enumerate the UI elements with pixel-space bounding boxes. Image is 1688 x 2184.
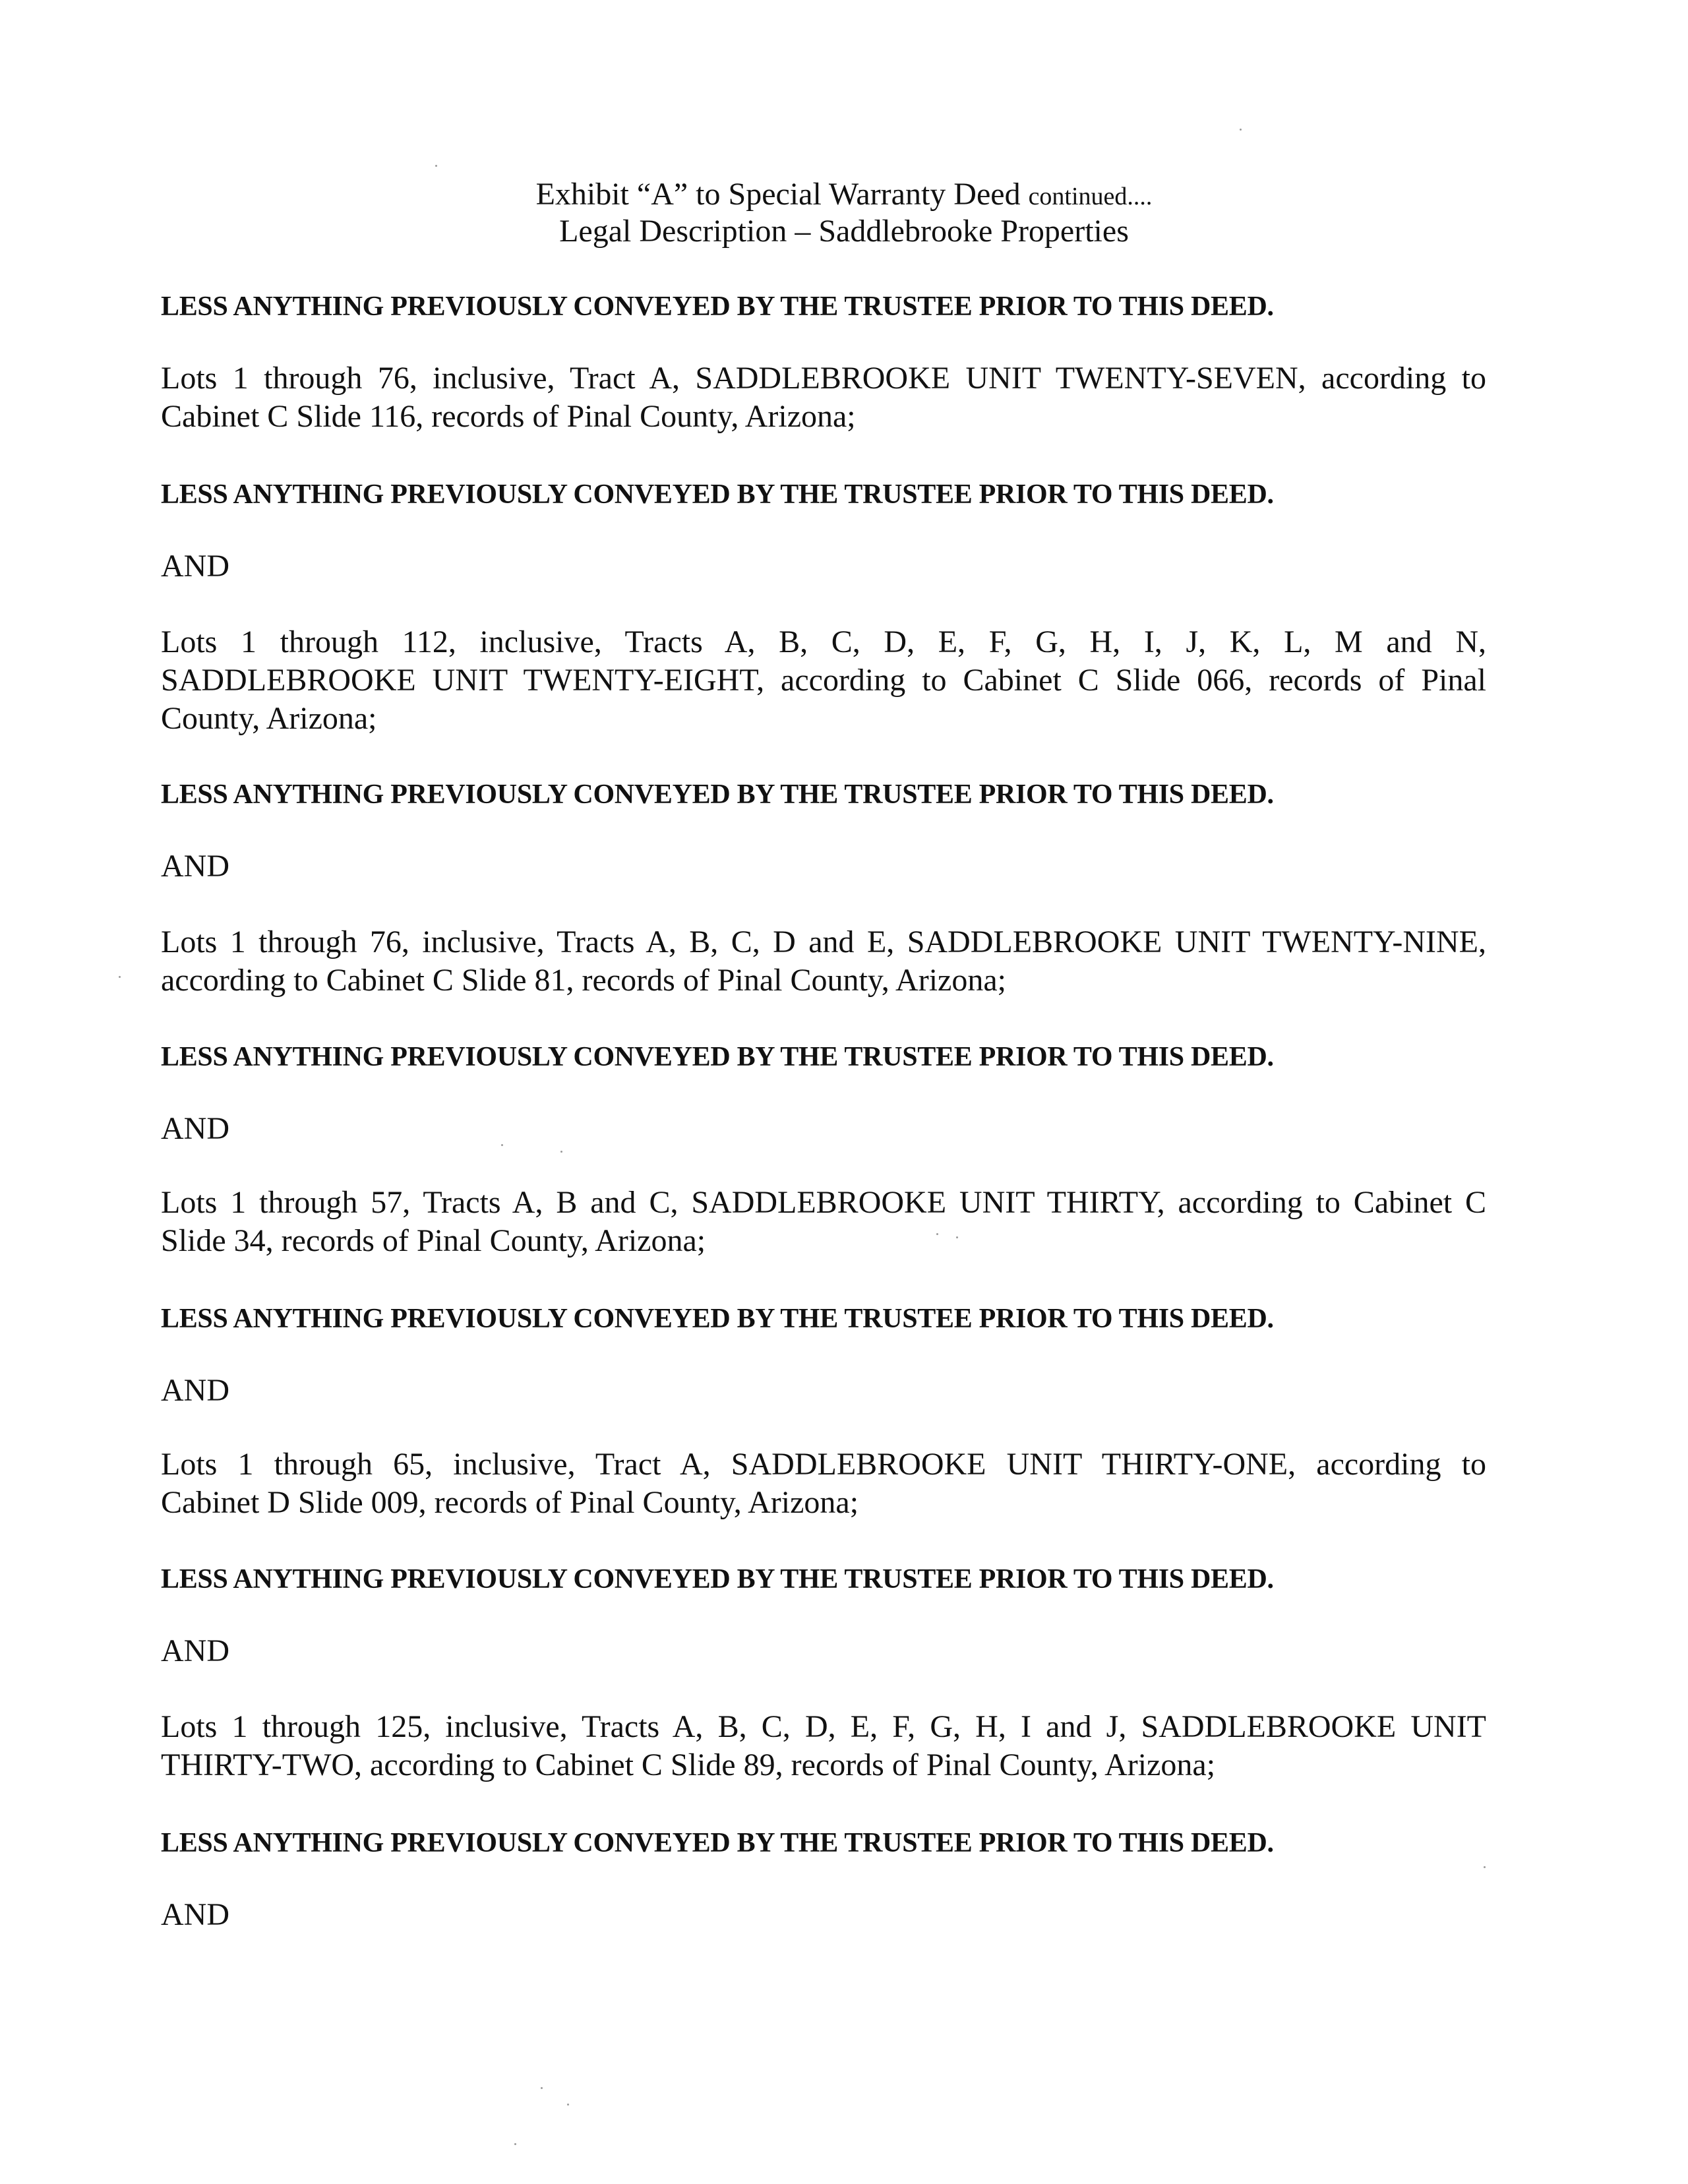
paragraph-line: Cabinet C Slide 116, records of Pinal County, Arizona; (161, 399, 856, 434)
header-title: Exhibit “A” to Special Warranty Deed (535, 177, 1021, 212)
less-clause: LESS ANYTHING PREVIOUSLY CONVEYED BY THE TRUSTEE PRIOR TO THIS DEED. (161, 1828, 1274, 1858)
scan-speck (1240, 129, 1242, 131)
paragraph-line: Lots 1 through 76, inclusive, Tracts A, B, C, D and E, SADDLEBROOKE UNIT TWENTY-NINE, (161, 925, 1486, 959)
scan-speck (956, 1236, 958, 1238)
scan-speck (541, 2087, 543, 2089)
less-clause: LESS ANYTHING PREVIOUSLY CONVEYED BY THE TRUSTEE PRIOR TO THIS DEED. (161, 291, 1274, 322)
scan-speck (119, 976, 121, 978)
paragraph-line: Lots 1 through 125, inclusive, Tracts A, B, C, D, E, F, G, H, I and J, SADDLEBROOKE UNIT (161, 1709, 1486, 1744)
less-clause: LESS ANYTHING PREVIOUSLY CONVEYED BY THE TRUSTEE PRIOR TO THIS DEED. (161, 779, 1274, 810)
less-clause: LESS ANYTHING PREVIOUSLY CONVEYED BY THE TRUSTEE PRIOR TO THIS DEED. (161, 479, 1274, 510)
paragraph-line: County, Arizona; (161, 701, 377, 736)
paragraph-line: Lots 1 through 65, inclusive, Tract A, SADDLEBROOKE UNIT THIRTY-ONE, according to (161, 1447, 1486, 1482)
and-separator: AND (161, 1633, 229, 1668)
header-subtitle: Legal Description – Saddlebrooke Properties (559, 214, 1129, 249)
header-continued: continued.... (1028, 183, 1153, 210)
scan-speck (567, 2104, 569, 2106)
paragraph-line: THIRTY-TWO, according to Cabinet C Slide 89, records of Pinal County, Arizona; (161, 1747, 1216, 1782)
paragraph-line: Slide 34, records of Pinal County, Arizona; (161, 1223, 706, 1258)
scan-speck (560, 1151, 562, 1153)
legal-paragraph-unit-31 (161, 1445, 1486, 1522)
document-header-line2 (0, 212, 1688, 251)
legal-paragraph-unit-28 (161, 623, 1486, 738)
less-clause: LESS ANYTHING PREVIOUSLY CONVEYED BY THE TRUSTEE PRIOR TO THIS DEED. (161, 1564, 1274, 1594)
scan-speck (501, 1144, 503, 1146)
and-separator: AND (161, 1897, 229, 1932)
less-clause: LESS ANYTHING PREVIOUSLY CONVEYED BY THE TRUSTEE PRIOR TO THIS DEED. (161, 1304, 1274, 1334)
less-clause: LESS ANYTHING PREVIOUSLY CONVEYED BY THE TRUSTEE PRIOR TO THIS DEED. (161, 1042, 1274, 1072)
document-header-line1 (0, 175, 1688, 216)
paragraph-line: Cabinet D Slide 009, records of Pinal County, Arizona; (161, 1485, 859, 1520)
and-separator: AND (161, 549, 229, 584)
and-separator: AND (161, 849, 229, 884)
scan-speck (936, 1233, 938, 1235)
legal-paragraph-unit-29 (161, 923, 1486, 1000)
legal-paragraph-unit-27 (161, 359, 1486, 436)
paragraph-line: Lots 1 through 57, Tracts A, B and C, SADDLEBROOKE UNIT THIRTY, according to Cabinet C (161, 1185, 1486, 1220)
scan-speck (1484, 1866, 1486, 1868)
and-separator: AND (161, 1111, 229, 1146)
legal-paragraph-unit-32 (161, 1708, 1486, 1784)
scan-speck (514, 2143, 516, 2145)
paragraph-line: Lots 1 through 76, inclusive, Tract A, SADDLEBROOKE UNIT TWENTY-SEVEN, according to (161, 361, 1486, 396)
paragraph-line: Lots 1 through 112, inclusive, Tracts A, B, C, D, E, F, G, H, I, J, K, L, M and N, (161, 624, 1486, 659)
paragraph-line: SADDLEBROOKE UNIT TWENTY-EIGHT, according to Cabinet C Slide 066, records of Pinal (161, 663, 1486, 698)
and-separator: AND (161, 1373, 229, 1408)
legal-paragraph-unit-30 (161, 1184, 1486, 1260)
scan-speck (435, 165, 437, 167)
paragraph-line: according to Cabinet C Slide 81, records of Pinal County, Arizona; (161, 963, 1006, 998)
